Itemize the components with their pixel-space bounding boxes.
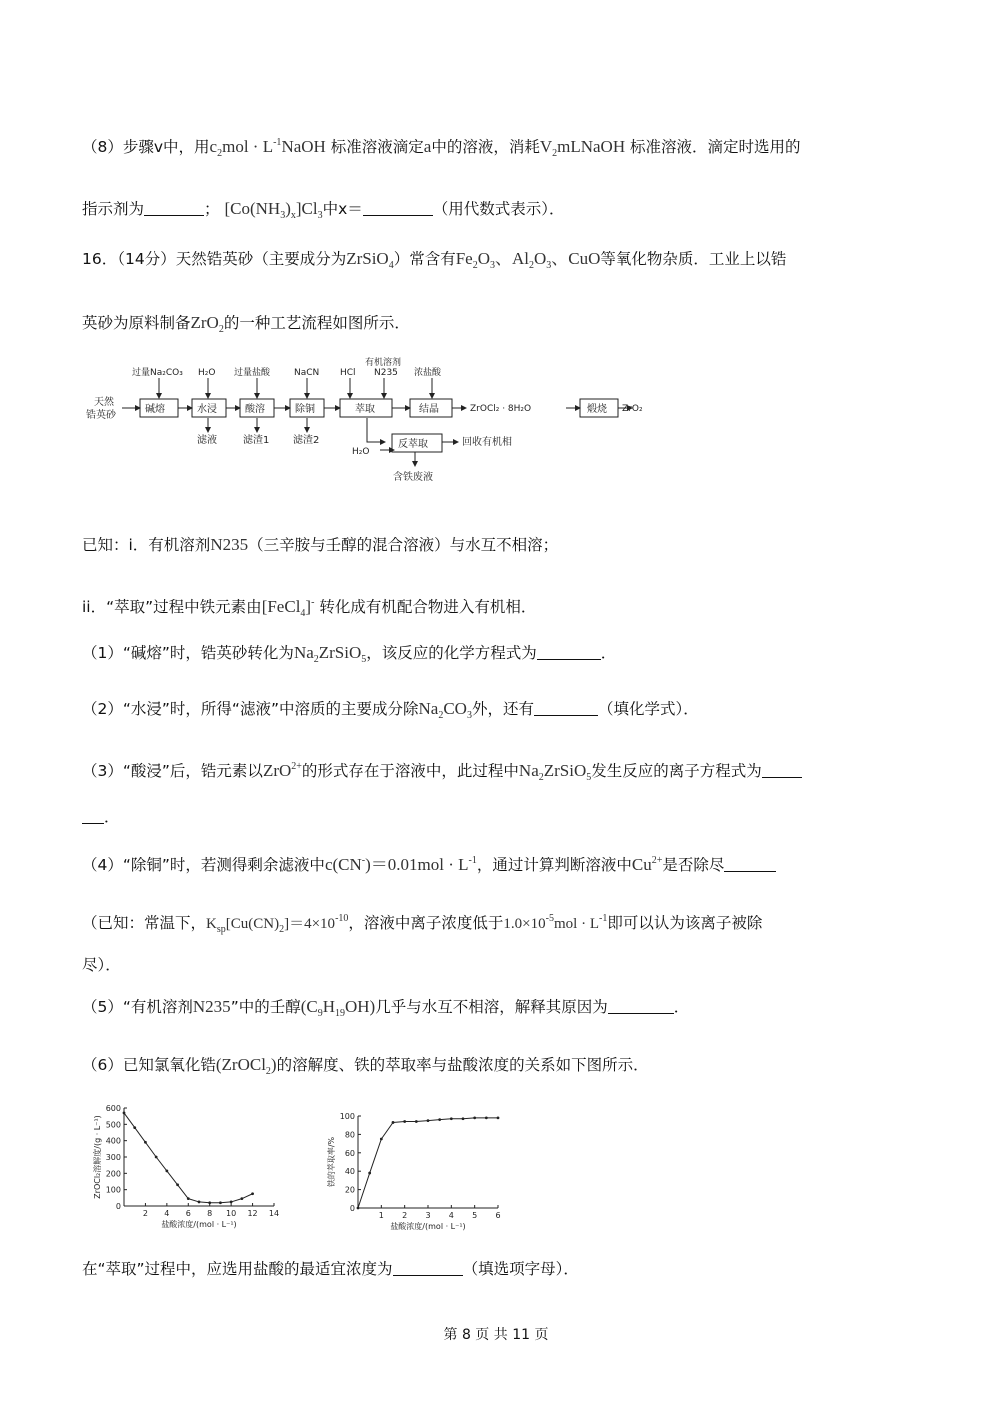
final-question: 在“萃取”过程中，应选用盐酸的最适宜浓度为 （填选项字母）． <box>82 1260 579 1278</box>
formula: (ZrOCl$_2$) <box>215 1055 277 1077</box>
formula: [FeCl$_4$]- <box>261 597 315 619</box>
page-footer: 第 8 页 共 11 页 <box>443 1327 549 1343</box>
data-point <box>251 1192 254 1195</box>
step-copper-removal: 除铜 <box>295 404 315 415</box>
reagent-label: H₂O <box>352 447 370 457</box>
y-axis-label: 铁的萃取率/% <box>327 1136 336 1188</box>
data-point <box>155 1156 158 1159</box>
data-point <box>497 1116 500 1119</box>
raw-material-label: 锆英砂 <box>86 410 116 421</box>
formula: ZrSiO$_4$ <box>346 249 394 271</box>
data-point <box>176 1183 179 1186</box>
answer-blank[interactable] <box>363 201 433 216</box>
data-point <box>450 1117 453 1120</box>
x-tick-label: 4 <box>164 1209 170 1218</box>
y-tick-label: 500 <box>105 1120 121 1130</box>
formula: ZrO$^{2+}$ <box>262 761 302 780</box>
formula: $Na_2ZrSiO_5$ <box>518 761 592 783</box>
series-line <box>124 1113 253 1203</box>
formula: $[Co(NH_3)_x]Cl_3$ <box>224 199 323 221</box>
x-tick-label: 14 <box>268 1209 280 1218</box>
formula: $(C_9H_{19}OH)$ <box>300 997 376 1019</box>
formula: $Na_2ZrSiO_5$ <box>293 643 367 665</box>
y-tick-label: 0 <box>349 1204 355 1213</box>
data-point <box>415 1120 418 1123</box>
y-tick-label: 200 <box>105 1169 121 1179</box>
intermediate-label: ZrOCl₂ · 8H₂O <box>470 404 532 414</box>
formula: $Na_2CO_3$ <box>418 699 472 721</box>
reagent-label: NaCN <box>294 368 320 378</box>
question-4-line1: （4）“除铜”时，若测得剩余滤液中$c(CN^-)=0.01mol \cdot L^{-1}$，通过计算判断溶液中$Cu^{2+}$是否除尽 <box>82 850 776 876</box>
known-2: ii．“萃取”过程中铁元素由[FeCl$_4$]- 转化成有机配合物进入有机相． <box>82 597 537 619</box>
formula: N235 <box>210 535 249 554</box>
data-point <box>208 1201 211 1204</box>
data-point <box>123 1112 126 1115</box>
answer-blank[interactable] <box>393 1261 463 1276</box>
answer-blank[interactable] <box>724 857 776 872</box>
answer-blank[interactable] <box>534 701 598 716</box>
x-tick-label: 12 <box>247 1209 258 1218</box>
process-flowchart <box>80 358 643 485</box>
data-point <box>219 1201 222 1204</box>
y-tick-label: 20 <box>344 1185 355 1195</box>
formula: $c_2mol$ · $L^{-1}NaOH$ <box>209 137 326 159</box>
reagent-label: 过量Na₂CO₃ <box>132 368 183 378</box>
step-back-extraction: 反萃取 <box>398 439 428 450</box>
y-tick-label: 300 <box>105 1153 121 1162</box>
x-tick-label: 5 <box>472 1211 478 1220</box>
x-tick-label: 4 <box>448 1211 454 1220</box>
output-label: 含铁废液 <box>393 472 433 483</box>
y-tick-label: 600 <box>105 1104 121 1113</box>
y-tick-label: 80 <box>344 1130 355 1140</box>
x-tick-label: 3 <box>425 1211 431 1220</box>
q16-intro-line1: 16．（14分）天然锆英砂（主要成分为ZrSiO$_4$）常含有$Fe_2O_3$、$Al_2O_3$、CuO等氧化物杂质．工业上以锆 <box>82 249 787 271</box>
formula: $Fe_2O_3$、$Al_2O_3$、CuO <box>455 249 601 271</box>
answer-blank[interactable] <box>144 201 204 216</box>
data-point <box>144 1141 147 1144</box>
answer-blank[interactable] <box>608 999 674 1014</box>
step-calcination: 煅烧 <box>587 404 607 415</box>
data-point <box>133 1126 136 1129</box>
series-line <box>358 1118 498 1208</box>
question-4-line2: （已知：常温下，$K_{sp}[Cu(CN)_2]=4\times 10^{-10}$，溶液中离子浓度低于$1.0\times 10^{-5}mol \cdot L^{-1}$即可以认为该离子被除 <box>82 913 763 935</box>
output-label: 回收有机相 <box>462 437 512 448</box>
data-point <box>230 1201 233 1204</box>
data-point <box>165 1169 168 1172</box>
data-point <box>240 1197 243 1200</box>
data-point <box>392 1121 395 1124</box>
reagent-label: N235 <box>374 368 398 378</box>
data-point <box>485 1116 488 1119</box>
y-tick-label: 100 <box>105 1185 121 1195</box>
question-6: （6）已知氯氧化锆(ZrOCl$_2$)的溶解度、铁的萃取率与盐酸浓度的关系如下图所示． <box>82 1055 649 1077</box>
y-axis-label: ZrOCl₂溶解度/(g · L⁻¹) <box>93 1115 102 1199</box>
answer-blank[interactable] <box>537 645 601 660</box>
step-acid-dissolve: 酸溶 <box>245 404 265 415</box>
known-1: 已知：i．有机溶剂N235（三辛胺与壬醇的混合溶液）与水互不相溶； <box>82 535 559 554</box>
step-extraction: 萃取 <box>355 404 375 415</box>
x-tick-label: 1 <box>378 1211 384 1220</box>
raw-material-label: 天然 <box>94 397 114 408</box>
data-point <box>403 1120 406 1123</box>
step-alkali-fusion: 碱熔 <box>145 404 165 415</box>
question-5: （5）“有机溶剂N235”中的壬醇$(C_9H_{19}OH)$几乎与水互不相溶，解释其原因为 ． <box>82 997 690 1019</box>
question-2: （2）“水浸”时，所得“滤液”中溶质的主要成分除$Na_2CO_3$外，还有 （填化学式）． <box>82 699 699 721</box>
q16-intro-line2: 英砂为原料制备ZrO$_2$的一种工艺流程如图所示． <box>82 313 410 335</box>
output-label: 滤液 <box>197 435 217 446</box>
y-tick-label: 40 <box>344 1167 355 1177</box>
formula: a <box>423 137 432 156</box>
output-label: 滤渣1 <box>243 435 270 446</box>
reagent-label: H₂O <box>198 368 216 378</box>
q8-line1: （8）步骤v中，用$c_2mol$ · $L^{-1}NaOH$ 标准溶液滴定a中的溶液，消耗$V_2mLNaOH$ 标准溶液．滴定时选用的 <box>82 137 801 159</box>
x-tick-label: 8 <box>207 1209 213 1218</box>
reagent-label: HCl <box>340 368 356 378</box>
data-point <box>438 1118 441 1121</box>
formula: $c(CN^-)=0.01mol \cdot L^{-1}$ <box>324 855 477 874</box>
y-tick-label: 400 <box>105 1136 121 1146</box>
x-axis-label: 盐酸浓度/(mol · L⁻¹) <box>390 1222 466 1231</box>
question-3: （3）“酸浸”后，锆元素以ZrO$^{2+}$的形式存在于溶液中，此过程中$Na_2ZrSiO_5$发生反应的离子方程式为 <box>82 756 802 789</box>
formula: $Cu^{2+}$ <box>631 855 663 874</box>
data-point <box>198 1201 201 1204</box>
formula: $K_{sp}[Cu(CN)_2]=4\times 10^{-10}$ <box>206 913 349 935</box>
data-point <box>462 1117 465 1120</box>
x-axis-label: 盐酸浓度/(mol · L⁻¹) <box>161 1220 237 1229</box>
y-tick-label: 100 <box>339 1112 355 1121</box>
q8-line2: 指示剂为 ； $[Co(NH_3)_x]Cl_3$中x＝ （用代数式表示）． <box>82 199 565 221</box>
answer-blank[interactable] <box>762 763 802 778</box>
x-tick-label: 6 <box>185 1209 191 1218</box>
x-tick-label: 2 <box>142 1209 148 1218</box>
answer-blank[interactable] <box>82 809 104 824</box>
step-crystallization: 结晶 <box>419 404 439 415</box>
x-tick-label: 10 <box>226 1209 237 1218</box>
y-tick-label: 60 <box>344 1148 355 1158</box>
formula: ZrO$_2$ <box>190 313 224 335</box>
reagent-label: 浓盐酸 <box>414 368 442 378</box>
data-point <box>187 1197 190 1200</box>
question-3-cont: ． <box>82 806 120 828</box>
question-4-line3: 尽）． <box>82 956 121 974</box>
data-point <box>473 1116 476 1119</box>
output-label: 滤渣2 <box>293 435 320 446</box>
data-point <box>368 1172 371 1175</box>
solubility-chart <box>86 1098 286 1232</box>
step-water-leach: 水浸 <box>197 404 217 415</box>
extraction-rate-chart <box>318 1108 518 1232</box>
reagent-label: 过量盐酸 <box>234 368 271 378</box>
x-tick-label: 2 <box>402 1211 408 1220</box>
data-point <box>357 1207 360 1210</box>
formula: $1.0\times 10^{-5}mol \cdot L^{-1}$ <box>503 913 608 932</box>
reagent-label: 有机溶剂 <box>365 358 402 368</box>
data-point <box>427 1119 430 1122</box>
formula: N235 <box>192 997 231 1016</box>
x-tick-label: 6 <box>495 1211 501 1220</box>
question-1: （1）“碱熔”时，锆英砂转化为$Na_2ZrSiO_5$，该反应的化学方程式为 ． <box>82 643 617 665</box>
product-label: ZrO₂ <box>622 404 643 414</box>
data-point <box>380 1138 383 1141</box>
y-tick-label: 0 <box>115 1202 121 1211</box>
formula: $V_2mLNaOH$ <box>539 137 626 159</box>
